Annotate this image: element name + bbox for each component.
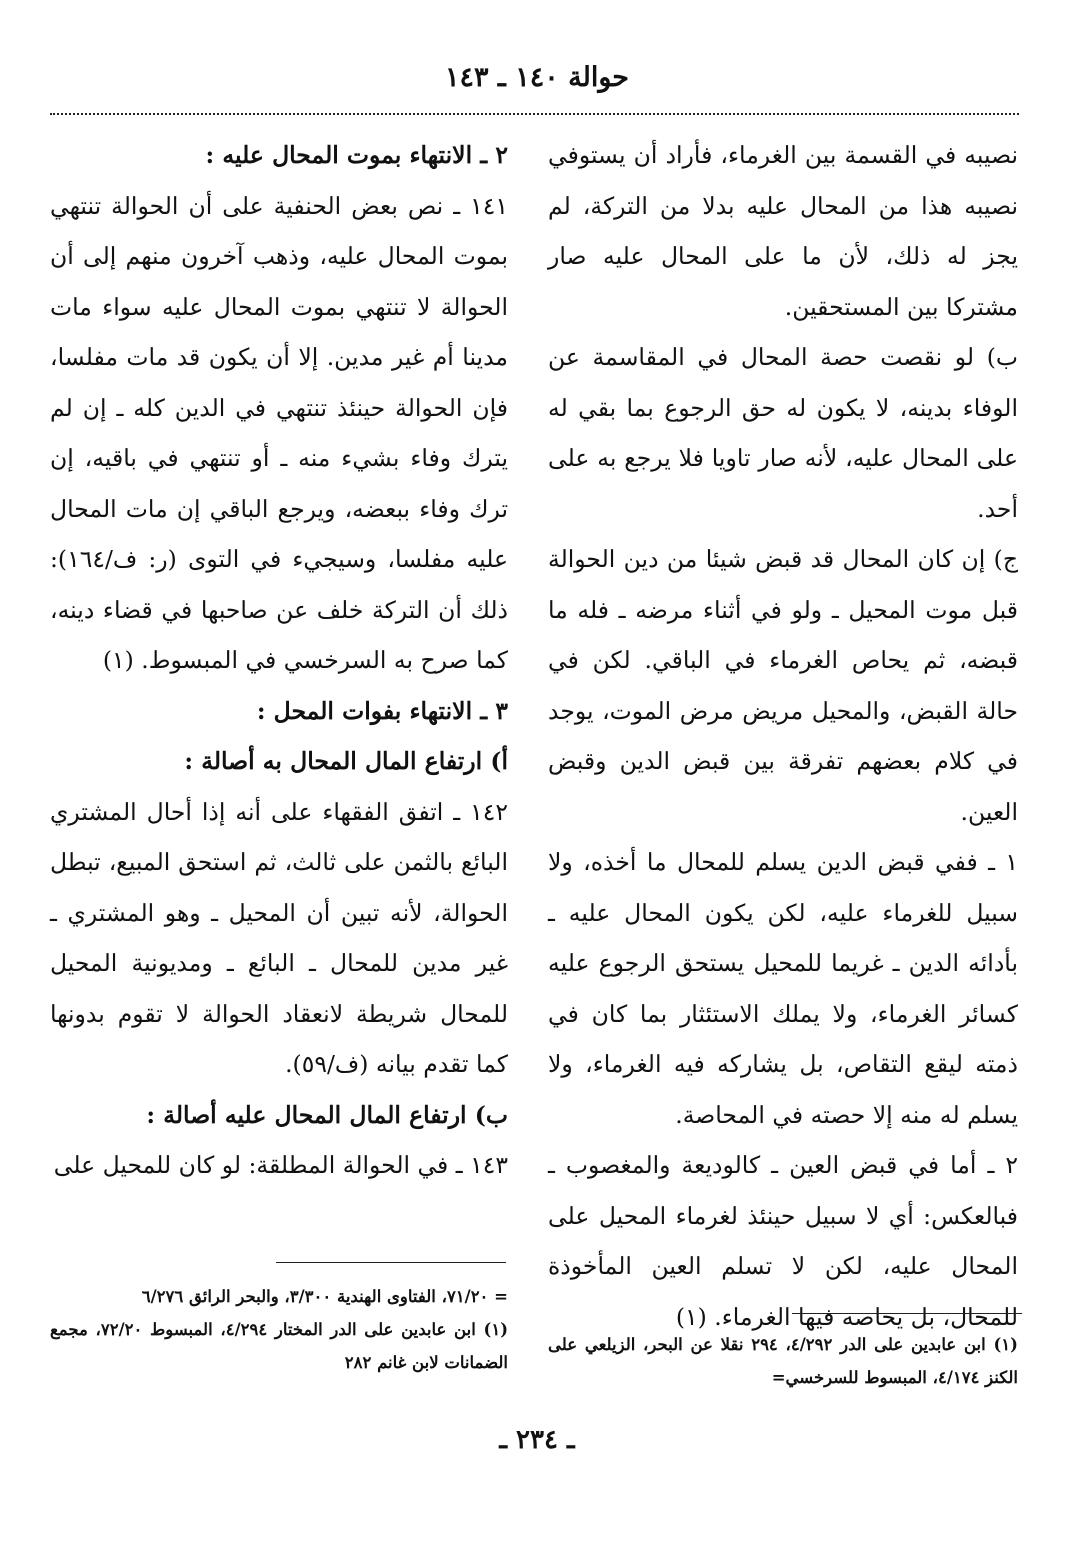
footnotes-left	[50, 1280, 508, 1379]
paragraph-c: ج) إن كان المحال قد قبض شيئا من دين الحوالة قبل موت المحيل ـ ولو في أثناء مرضه ـ فله ما قبضه، ثم يحاص الغرماء في الباقي. لكن في حالة القبض، والمحيل مريض مرض الموت، يوجد في كلام بعضهم تفرقة بين قبض الدين وقبض العين.	[548, 545, 1018, 826]
paragraph-b: ب) لو نقصت حصة المحال في المقاسمة عن الوفاء بدينه، لا يكون له حق الرجوع بما بقي له على المحال عليه، لأنه صار تاويا فلا يرجع به على أحد.	[548, 343, 1018, 523]
header-divider	[50, 113, 1019, 115]
subheading-b: ب) ارتفاع المال المحال عليه أصالة :	[146, 1100, 508, 1129]
page-header: حوالة ١٤٠ ـ ١٤٣	[445, 62, 629, 93]
footnote-right-1: (١) ابن عابدين على الدر ٤/٢٩٢، ٢٩٤ نقلا عن البحر، الزيلعي على الكنز ٤/١٧٤، المبسوط للسرخسي=	[548, 1335, 1018, 1387]
heading-loss-of-subject: ٣ ـ الانتهاء بفوات المحل :	[256, 696, 508, 725]
heading-death-of-transferee: ٢ ـ الانتهاء بموت المحال عليه :	[205, 141, 508, 169]
paragraph-continuation: نصيبه في القسمة بين الغرماء، فأراد أن يستوفي نصيبه هذا من المحال عليه بدلا من التركة، لم يجز له ذلك، لأن ما على المحال عليه صار مشتركا بين المستحقين.	[548, 141, 1018, 321]
subheading-a: أ) ارتفاع المال المحال به أصالة :	[184, 747, 508, 775]
footnote-left-1: (١) ابن عابدين على الدر المختار ٤/٢٩٤، المبسوط ٧٢/٢٠، مجمع الضمانات لابن غانم ٢٨٢	[50, 1320, 508, 1372]
right-column	[548, 130, 1018, 1342]
left-column	[50, 130, 508, 1191]
paragraph-2: ٢ ـ أما في قبض العين ـ كالوديعة والمغصوب ـ فبالعكس: أي لا سبيل حينئذ لغرماء المحيل على المحال عليه، لكن لا تسلم العين المأخوذة للمحال، بل يحاصه فيها الغرماء. (١)	[548, 1151, 1018, 1331]
paragraph-1: ١ ـ ففي قبض الدين يسلم للمحال ما أخذه، ولا سبيل للغرماء عليه، لكن يكون المحال عليه ـ بأدائه الدين ـ غريما للمحيل يستحق الرجوع عليه كسائر الغرماء، ولا يملك الاستئثار بما كان في ذمته ليقع التقاص، بل يشاركه فيه الغرماء، ولا يسلم له منه إلا حصته في المحاصة.	[548, 848, 1018, 1129]
footnote-left-continuation: = ٧١/٢٠، الفتاوى الهندية ٣/٣٠٠، والبحر الرائق ٦/٢٧٦	[141, 1287, 508, 1306]
page-number: ـ ٢٣٤ ـ	[499, 1425, 575, 1455]
paragraph-141: ١٤١ ـ نص بعض الحنفية على أن الحوالة تنتهي بموت المحال عليه، وذهب آخرون منهم إلى أن الحوالة لا تنتهي بموت المحال عليه سواء مات مدينا أم غير مدين. إلا أن يكون قد مات مفلسا، فإن الحوالة حينئذ تنتهي في الدين كله ـ إن لم يترك وفاء بشيء منه ـ أو تنتهي في باقيه، إن ترك وفاء ببعضه، ويرجع الباقي إن مات المحال عليه مفلسا، وسيجيء في التوى (ر: ف/١٦٤): ذلك أن التركة خلف عن صاحبها في قضاء دينه، كما صرح به السرخسي في المبسوط. (١)	[50, 191, 508, 674]
footnote-divider-right	[792, 1313, 1022, 1314]
paragraph-142: ١٤٢ ـ اتفق الفقهاء على أنه إذا أحال المشتري البائع بالثمن على ثالث، ثم استحق المبيع، تبطل الحوالة، لأنه تبين أن المحيل ـ وهو المشتري ـ غير مدين للمحال ـ البائع ـ ومديونية المحيل للمحال شريطة لانعقاد الحوالة لا تقوم بدونها كما تقدم بيانه (ف/٥٩).	[50, 797, 508, 1078]
footnotes-right	[548, 1328, 1018, 1394]
footnote-divider-left	[276, 1262, 506, 1263]
paragraph-143: ١٤٣ ـ في الحوالة المطلقة: لو كان للمحيل على	[53, 1151, 508, 1179]
